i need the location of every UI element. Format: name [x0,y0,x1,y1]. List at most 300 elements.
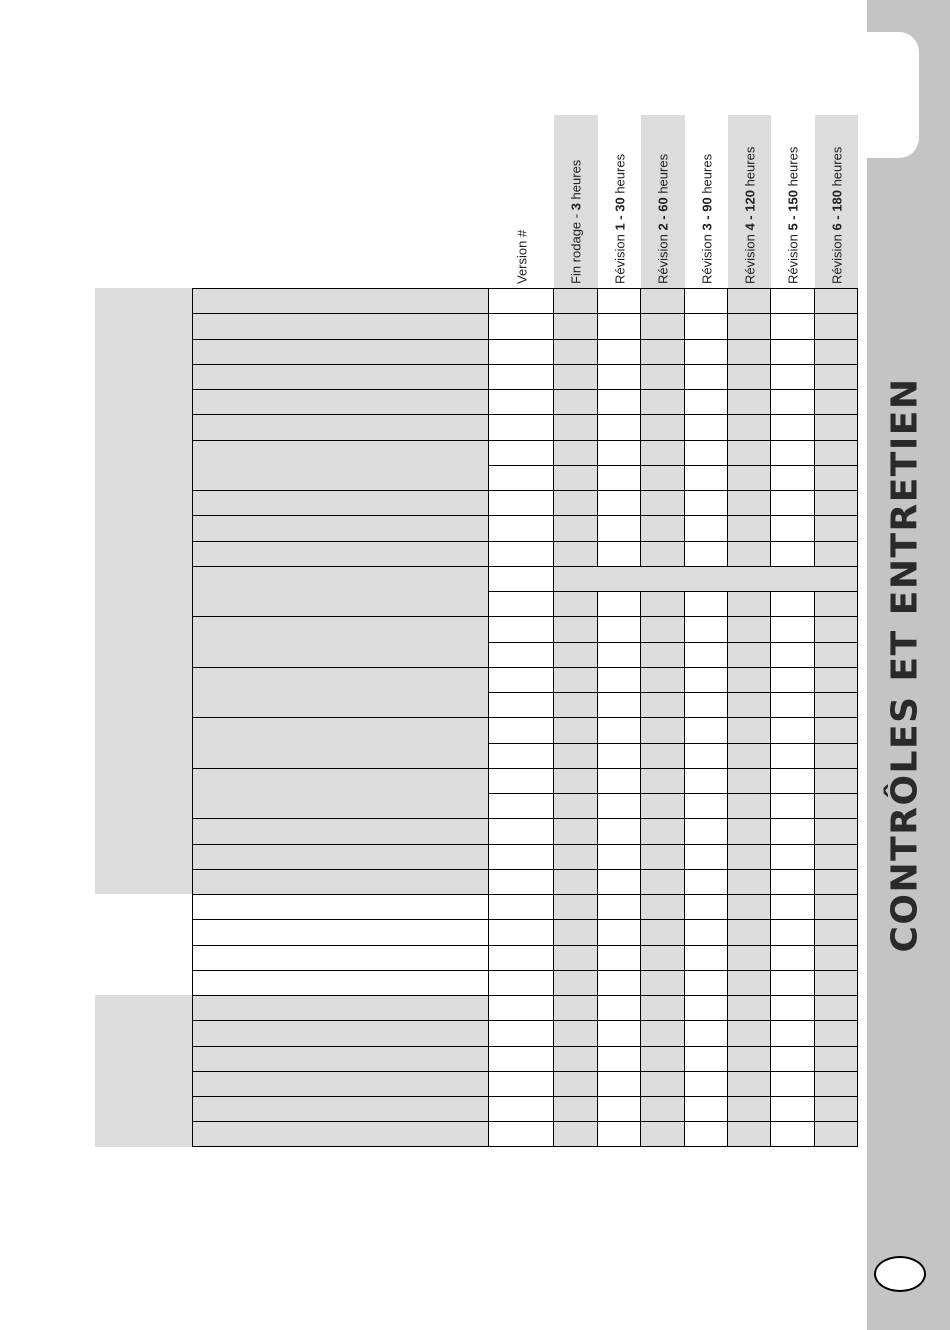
version-cell[interactable] [489,541,554,566]
check-cell-rev5[interactable] [771,414,815,439]
check-cell-rev6[interactable] [815,541,858,566]
check-cell-rev4[interactable] [728,667,771,692]
version-cell[interactable] [489,919,554,944]
version-cell[interactable] [489,1121,554,1146]
check-cell-rev3[interactable] [685,1046,728,1071]
check-cell-rev3[interactable] [685,364,728,389]
row-label [192,1020,489,1045]
check-cell-rev2[interactable] [641,313,685,338]
version-cell[interactable] [489,465,554,490]
check-cell-rev4[interactable] [728,818,771,843]
check-cell-rodage[interactable] [554,894,598,919]
check-cell-rev1[interactable] [598,389,641,414]
check-cell-rev6[interactable] [815,970,858,995]
check-cell-rev1[interactable] [598,591,641,616]
version-cell[interactable] [489,869,554,894]
version-cell[interactable] [489,389,554,414]
check-cell-rev3[interactable] [685,945,728,970]
check-cell-rev1[interactable] [598,490,641,515]
check-cell-rev4[interactable] [728,1096,771,1121]
check-cell-rodage[interactable] [554,541,598,566]
version-cell[interactable] [489,1046,554,1071]
row-label [192,1046,489,1071]
check-cell-rev4[interactable] [728,1121,771,1146]
row-label [192,768,489,819]
check-cell-rev6[interactable] [815,364,858,389]
row-label [192,844,489,869]
version-cell[interactable] [489,440,554,465]
check-cell-rev3[interactable] [685,642,728,667]
check-cell-rev2[interactable] [641,818,685,843]
check-cell-rev4[interactable] [728,313,771,338]
check-cell-rev5[interactable] [771,768,815,793]
check-cell-rev6[interactable] [815,1020,858,1045]
version-cell[interactable] [489,616,554,641]
check-cell-rev4[interactable] [728,768,771,793]
check-cell-rodage[interactable] [554,793,598,818]
check-cell-rev5[interactable] [771,313,815,338]
check-cell-rodage[interactable] [554,818,598,843]
check-cell-rev3[interactable] [685,414,728,439]
check-cell-rodage[interactable] [554,1121,598,1146]
check-cell-rev4[interactable] [728,945,771,970]
check-cell-rev1[interactable] [598,768,641,793]
version-cell[interactable] [489,642,554,667]
check-cell-rev4[interactable] [728,490,771,515]
row-label [192,339,489,364]
column-header-label: Version # [514,229,529,284]
check-cell-rev2[interactable] [641,389,685,414]
check-cell-rev2[interactable] [641,844,685,869]
check-cell-rev6[interactable] [815,945,858,970]
check-cell-rev4[interactable] [728,995,771,1020]
check-cell-rev6[interactable] [815,743,858,768]
check-cell-rodage[interactable] [554,970,598,995]
check-cell-rev5[interactable] [771,1020,815,1045]
check-cell-rev4[interactable] [728,440,771,465]
check-cell-rodage[interactable] [554,869,598,894]
check-cell-rodage[interactable] [554,743,598,768]
check-cell-rev2[interactable] [641,1046,685,1071]
check-cell-rev3[interactable] [685,389,728,414]
check-cell-rev4[interactable] [728,339,771,364]
check-cell-rev4[interactable] [728,743,771,768]
check-cell-rodage[interactable] [554,339,598,364]
check-cell-rev2[interactable] [641,541,685,566]
version-cell[interactable] [489,894,554,919]
check-cell-rev3[interactable] [685,818,728,843]
check-cell-rev5[interactable] [771,616,815,641]
check-cell-rodage[interactable] [554,465,598,490]
section-title: CONTRÔLES ET ENTRETIEN [884,377,926,953]
check-cell-rev5[interactable] [771,339,815,364]
check-cell-rev2[interactable] [641,414,685,439]
check-cell-rodage[interactable] [554,1020,598,1045]
check-cell-rev5[interactable] [771,1096,815,1121]
check-cell-rev2[interactable] [641,1071,685,1096]
check-cell-rev1[interactable] [598,793,641,818]
check-cell-rev3[interactable] [685,440,728,465]
column-header-rev2 [641,115,685,288]
check-cell-rev5[interactable] [771,970,815,995]
check-cell-rodage[interactable] [554,768,598,793]
row-label [192,566,489,617]
row-label [192,869,489,894]
check-cell-rev6[interactable] [815,288,858,313]
check-cell-rev2[interactable] [641,1020,685,1045]
check-cell-rev4[interactable] [728,717,771,742]
check-cell-rev4[interactable] [728,894,771,919]
check-cell-rev5[interactable] [771,919,815,944]
version-cell[interactable] [489,490,554,515]
check-cell-rev6[interactable] [815,692,858,717]
check-cell-rev6[interactable] [815,313,858,338]
column-header-label: Révision 5 - 150 heures [785,146,801,284]
check-cell-rodage[interactable] [554,692,598,717]
check-cell-rev1[interactable] [598,642,641,667]
check-cell-rev5[interactable] [771,995,815,1020]
check-cell-rev2[interactable] [641,793,685,818]
check-cell-rev2[interactable] [641,717,685,742]
check-cell-rev3[interactable] [685,591,728,616]
check-cell-rodage[interactable] [554,995,598,1020]
check-cell-rev6[interactable] [815,642,858,667]
row-label [192,440,489,491]
check-cell-rev3[interactable] [685,515,728,540]
check-cell-rev6[interactable] [815,1046,858,1071]
row-label [192,1121,489,1146]
check-cell-rev3[interactable] [685,1071,728,1096]
check-cell-rev6[interactable] [815,414,858,439]
check-cell-rev4[interactable] [728,465,771,490]
column-header-rev5 [771,115,815,288]
check-cell-rodage[interactable] [554,414,598,439]
check-cell-rev4[interactable] [728,642,771,667]
check-cell-rev6[interactable] [815,818,858,843]
version-cell[interactable] [489,339,554,364]
check-cell-rev1[interactable] [598,1046,641,1071]
check-cell-rev2[interactable] [641,667,685,692]
check-cell-rev2[interactable] [641,339,685,364]
check-cell-rev1[interactable] [598,945,641,970]
check-cell-rodage[interactable] [554,717,598,742]
check-cell-rev4[interactable] [728,970,771,995]
check-cell-rev2[interactable] [641,288,685,313]
version-cell[interactable] [489,743,554,768]
check-cell-rev3[interactable] [685,869,728,894]
row-label [192,541,489,566]
check-cell-rev6[interactable] [815,919,858,944]
check-cell-rev2[interactable] [641,465,685,490]
check-cell-rev1[interactable] [598,313,641,338]
check-cell-rev1[interactable] [598,869,641,894]
check-cell-rev5[interactable] [771,389,815,414]
version-cell[interactable] [489,945,554,970]
check-cell-rodage[interactable] [554,288,598,313]
check-cell-rev3[interactable] [685,768,728,793]
check-cell-rev1[interactable] [598,667,641,692]
version-cell[interactable] [489,288,554,313]
check-cell-rev2[interactable] [641,591,685,616]
version-cell[interactable] [489,844,554,869]
row-label [192,667,489,718]
check-cell-rodage[interactable] [554,364,598,389]
check-cell-rev2[interactable] [641,616,685,641]
check-cell-rev4[interactable] [728,591,771,616]
check-cell-rodage[interactable] [554,389,598,414]
row-label [192,389,489,414]
check-cell-rev3[interactable] [685,919,728,944]
check-cell-rev1[interactable] [598,541,641,566]
check-cell-rev3[interactable] [685,717,728,742]
check-cell-rodage[interactable] [554,1096,598,1121]
row-label [192,818,489,843]
check-cell-rev5[interactable] [771,818,815,843]
check-cell-rev5[interactable] [771,869,815,894]
check-cell-rev1[interactable] [598,717,641,742]
check-cell-rev2[interactable] [641,1121,685,1146]
check-cell-rev5[interactable] [771,692,815,717]
version-cell[interactable] [489,970,554,995]
column-header-version [489,115,554,288]
check-cell-rev5[interactable] [771,440,815,465]
check-cell-rev1[interactable] [598,894,641,919]
check-cell-rev4[interactable] [728,541,771,566]
check-cell-rev4[interactable] [728,288,771,313]
row-label [192,414,489,439]
check-cell-rev5[interactable] [771,894,815,919]
version-cell[interactable] [489,1020,554,1045]
check-cell-rev1[interactable] [598,970,641,995]
check-cell-rodage[interactable] [554,844,598,869]
check-cell-rev5[interactable] [771,844,815,869]
version-cell[interactable] [489,313,554,338]
check-cell-rev3[interactable] [685,1096,728,1121]
check-cell-rev1[interactable] [598,1020,641,1045]
row-label [192,995,489,1020]
check-cell-rev4[interactable] [728,1046,771,1071]
check-cell-rev4[interactable] [728,414,771,439]
check-cell-rodage[interactable] [554,440,598,465]
check-cell-rev5[interactable] [771,288,815,313]
check-cell-rodage[interactable] [554,945,598,970]
row-label [192,490,489,515]
check-cell-rev3[interactable] [685,894,728,919]
check-cell-rev2[interactable] [641,919,685,944]
check-cell-rev2[interactable] [641,945,685,970]
column-header-label: Révision 4 - 120 heures [742,146,757,284]
check-cell-rev5[interactable] [771,793,815,818]
check-cell-rodage[interactable] [554,591,598,616]
check-cell-rev6[interactable] [815,440,858,465]
check-cell-rev6[interactable] [815,869,858,894]
column-header-rev4 [728,115,771,288]
check-cell-rev5[interactable] [771,465,815,490]
check-cell-rev1[interactable] [598,364,641,389]
check-cell-rev6[interactable] [815,465,858,490]
check-cell-rev3[interactable] [685,743,728,768]
version-cell[interactable] [489,1096,554,1121]
version-cell[interactable] [489,793,554,818]
check-cell-rev3[interactable] [685,616,728,641]
check-cell-rev6[interactable] [815,1121,858,1146]
check-cell-rev1[interactable] [598,414,641,439]
check-cell-rev2[interactable] [641,515,685,540]
version-cell[interactable] [489,818,554,843]
check-cell-rev2[interactable] [641,894,685,919]
column-header-label: Révision 6 - 180 heures [829,146,844,284]
check-cell-rev6[interactable] [815,793,858,818]
version-cell[interactable] [489,717,554,742]
check-cell-rev1[interactable] [598,616,641,641]
column-header-rev6 [815,115,858,288]
check-cell-rev4[interactable] [728,515,771,540]
row-label [192,717,489,768]
row-label [192,515,489,540]
check-cell-rev5[interactable] [771,667,815,692]
check-cell-rev6[interactable] [815,844,858,869]
check-cell-rev5[interactable] [771,945,815,970]
check-cell-rodage[interactable] [554,667,598,692]
check-cell-rodage[interactable] [554,1046,598,1071]
check-cell-rev3[interactable] [685,667,728,692]
check-cell-rev2[interactable] [641,995,685,1020]
version-cell[interactable] [489,768,554,793]
check-cell-rev2[interactable] [641,364,685,389]
check-cell-rev1[interactable] [598,1096,641,1121]
check-cell-rev3[interactable] [685,1121,728,1146]
check-cell-rev5[interactable] [771,541,815,566]
check-cell-rev3[interactable] [685,995,728,1020]
check-cell-rev3[interactable] [685,692,728,717]
check-cell-rodage[interactable] [554,642,598,667]
check-cell-rodage[interactable] [554,919,598,944]
check-cell-rev4[interactable] [728,869,771,894]
check-cell-rev1[interactable] [598,1121,641,1146]
check-cell-rev2[interactable] [641,869,685,894]
check-cell-rev5[interactable] [771,717,815,742]
version-cell[interactable] [489,566,554,591]
check-cell-rodage[interactable] [554,515,598,540]
check-cell-rev1[interactable] [598,743,641,768]
check-cell-rodage[interactable] [554,490,598,515]
check-cell-rev6[interactable] [815,995,858,1020]
row-label [192,616,489,667]
check-cell-rev1[interactable] [598,919,641,944]
check-cell-rev1[interactable] [598,339,641,364]
row-label [192,945,489,970]
check-cell-rev3[interactable] [685,465,728,490]
version-cell[interactable] [489,692,554,717]
check-cell-rev6[interactable] [815,1096,858,1121]
check-cell-rev6[interactable] [815,515,858,540]
check-cell-rev2[interactable] [641,642,685,667]
version-cell[interactable] [489,364,554,389]
column-header-label: Révision 3 - 90 heures [699,153,714,284]
check-cell-rev1[interactable] [598,995,641,1020]
check-cell-rev6[interactable] [815,894,858,919]
check-cell-rev2[interactable] [641,692,685,717]
check-cell-rev1[interactable] [598,465,641,490]
check-cell-rev2[interactable] [641,440,685,465]
version-cell[interactable] [489,591,554,616]
row-label [192,894,489,919]
check-cell-rev5[interactable] [771,1071,815,1096]
check-cell-rev6[interactable] [815,1071,858,1096]
version-cell[interactable] [489,995,554,1020]
check-cell-rev4[interactable] [728,692,771,717]
check-cell-rev6[interactable] [815,717,858,742]
check-cell-rev3[interactable] [685,541,728,566]
check-cell-rev5[interactable] [771,515,815,540]
check-cell-rev6[interactable] [815,667,858,692]
group-band [95,995,192,1147]
check-cell-rev5[interactable] [771,642,815,667]
check-cell-rev5[interactable] [771,591,815,616]
check-cell-rev3[interactable] [685,970,728,995]
version-cell[interactable] [489,515,554,540]
check-cell-rev5[interactable] [771,1121,815,1146]
check-cell-rev6[interactable] [815,768,858,793]
check-cell-rev4[interactable] [728,793,771,818]
check-cell-rev6[interactable] [815,591,858,616]
check-cell-rev1[interactable] [598,692,641,717]
check-cell-rev3[interactable] [685,339,728,364]
version-cell[interactable] [489,667,554,692]
check-cell-rev3[interactable] [685,288,728,313]
check-cell-rev4[interactable] [728,1071,771,1096]
check-cell-rev3[interactable] [685,1020,728,1045]
check-cell-rev1[interactable] [598,1071,641,1096]
check-cell-rev5[interactable] [771,490,815,515]
check-cell-rev2[interactable] [641,768,685,793]
check-cell-rev3[interactable] [685,793,728,818]
check-cell-rev1[interactable] [598,440,641,465]
check-cell-rodage[interactable] [554,1071,598,1096]
check-cell-rev1[interactable] [598,515,641,540]
check-cell-rev5[interactable] [771,1046,815,1071]
check-cell-rodage[interactable] [554,313,598,338]
check-cell-rev4[interactable] [728,919,771,944]
row-label [192,1096,489,1121]
version-cell[interactable] [489,1071,554,1096]
version-cell[interactable] [489,414,554,439]
check-cell-rev1[interactable] [598,844,641,869]
check-cell-rev2[interactable] [641,970,685,995]
check-cell-rev2[interactable] [641,1096,685,1121]
check-cell-rev3[interactable] [685,490,728,515]
check-cell-rev4[interactable] [728,844,771,869]
check-cell-rodage[interactable] [554,616,598,641]
check-cell-rev2[interactable] [641,743,685,768]
check-cell-rev4[interactable] [728,1020,771,1045]
check-cell-rev3[interactable] [685,313,728,338]
row-label [192,313,489,338]
check-cell-rev1[interactable] [598,288,641,313]
check-cell-rev3[interactable] [685,844,728,869]
check-cell-rev5[interactable] [771,364,815,389]
check-cell-rev5[interactable] [771,743,815,768]
check-cell-rev6[interactable] [815,490,858,515]
check-cell-rev4[interactable] [728,364,771,389]
check-cell-rev2[interactable] [641,490,685,515]
check-cell-rev6[interactable] [815,616,858,641]
check-cell-rev4[interactable] [728,389,771,414]
check-cell-rev4[interactable] [728,616,771,641]
check-cell-rev6[interactable] [815,389,858,414]
check-cell-rev1[interactable] [598,818,641,843]
check-cell-rev6[interactable] [815,339,858,364]
